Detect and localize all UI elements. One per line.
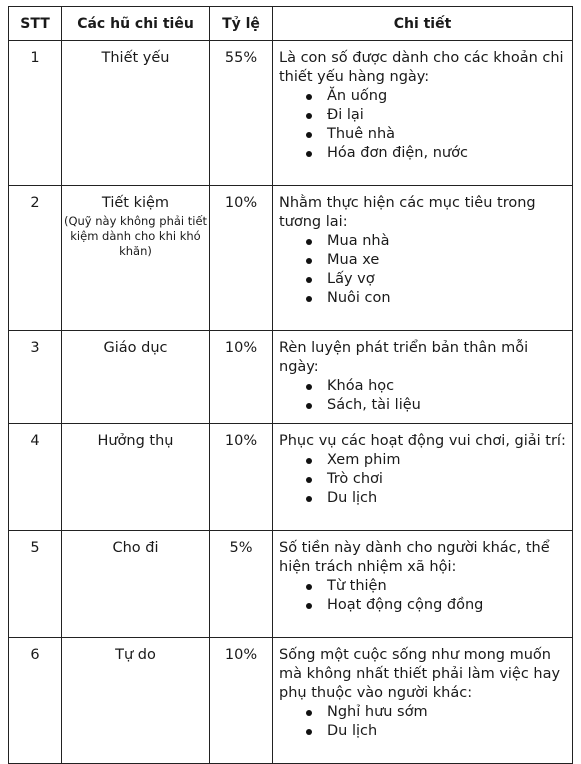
list-item: Du lịch (279, 489, 566, 508)
header-stt: STT (9, 7, 62, 41)
row-description: Là con số được dành cho các khoản chi thiết yếu hàng ngày: (279, 50, 564, 85)
row-note: (Quỹ này không phải tiết kiệm dành cho khi khó khăn) (63, 214, 208, 258)
row-description: Sống một cuộc sống như mong muốn mà không nhất thiết phải làm việc hay phụ thuộc vào người khác: (279, 647, 561, 701)
row-stt: 1 (9, 41, 62, 186)
row-name: Thiết yếu (101, 50, 170, 66)
row-stt: 3 (9, 331, 62, 424)
detail-list (279, 451, 566, 508)
list-item: Hóa đơn điện, nước (279, 144, 566, 163)
row-name-cell (62, 186, 210, 331)
row-detail (273, 531, 573, 638)
list-item: Đi lại (279, 106, 566, 125)
list-item: Xem phim (279, 451, 566, 470)
row-description: Rèn luyện phát triển bản thân mỗi ngày: (279, 340, 529, 375)
header-detail: Chi tiết (273, 7, 573, 41)
list-item: Khóa học (279, 377, 566, 396)
row-name: Tự do (115, 647, 156, 663)
table-row (9, 638, 573, 764)
header-ratio: Tỷ lệ (210, 7, 273, 41)
list-item: Sách, tài liệu (279, 396, 566, 415)
row-ratio: 55% (210, 41, 273, 186)
row-stt: 4 (9, 424, 62, 531)
detail-list (279, 577, 566, 615)
row-name: Hưởng thụ (97, 433, 174, 449)
row-description: Số tiền này dành cho người khác, thể hiện trách nhiệm xã hội: (279, 540, 550, 575)
row-name-cell (62, 41, 210, 186)
row-detail (273, 186, 573, 331)
row-name-cell (62, 638, 210, 764)
row-detail (273, 41, 573, 186)
list-item: Mua nhà (279, 232, 566, 251)
row-name: Tiết kiệm (101, 195, 170, 211)
table-row (9, 331, 573, 424)
row-ratio: 10% (210, 424, 273, 531)
detail-list (279, 703, 566, 741)
row-ratio: 5% (210, 531, 273, 638)
list-item: Thuê nhà (279, 125, 566, 144)
list-item: Mua xe (279, 251, 566, 270)
list-item: Trò chơi (279, 470, 566, 489)
row-stt: 5 (9, 531, 62, 638)
detail-list (279, 232, 566, 308)
list-item: Hoạt động cộng đồng (279, 596, 566, 615)
row-name-cell (62, 424, 210, 531)
row-ratio: 10% (210, 331, 273, 424)
row-name: Cho đi (112, 540, 159, 556)
detail-list (279, 87, 566, 163)
list-item: Du lịch (279, 722, 566, 741)
row-name-cell (62, 531, 210, 638)
list-item: Từ thiện (279, 577, 566, 596)
header-row (9, 7, 573, 41)
spending-jars-table (8, 6, 573, 764)
row-ratio: 10% (210, 186, 273, 331)
row-name: Giáo dục (103, 340, 168, 356)
table-row (9, 531, 573, 638)
list-item: Nghỉ hưu sớm (279, 703, 566, 722)
row-stt: 6 (9, 638, 62, 764)
row-detail (273, 331, 573, 424)
table-row (9, 186, 573, 331)
detail-list (279, 377, 566, 415)
row-name-cell (62, 331, 210, 424)
list-item: Lấy vợ (279, 270, 566, 289)
list-item: Nuôi con (279, 289, 566, 308)
row-description: Nhằm thực hiện các mục tiêu trong tương lai: (279, 195, 536, 230)
row-ratio: 10% (210, 638, 273, 764)
table-row (9, 41, 573, 186)
row-description: Phục vụ các hoạt động vui chơi, giải trí: (279, 433, 566, 449)
table-row (9, 424, 573, 531)
row-detail (273, 424, 573, 531)
list-item: Ăn uống (279, 87, 566, 106)
header-jar: Các hũ chi tiêu (62, 7, 210, 41)
row-detail (273, 638, 573, 764)
spending-jars-table-container (8, 6, 572, 764)
row-stt: 2 (9, 186, 62, 331)
